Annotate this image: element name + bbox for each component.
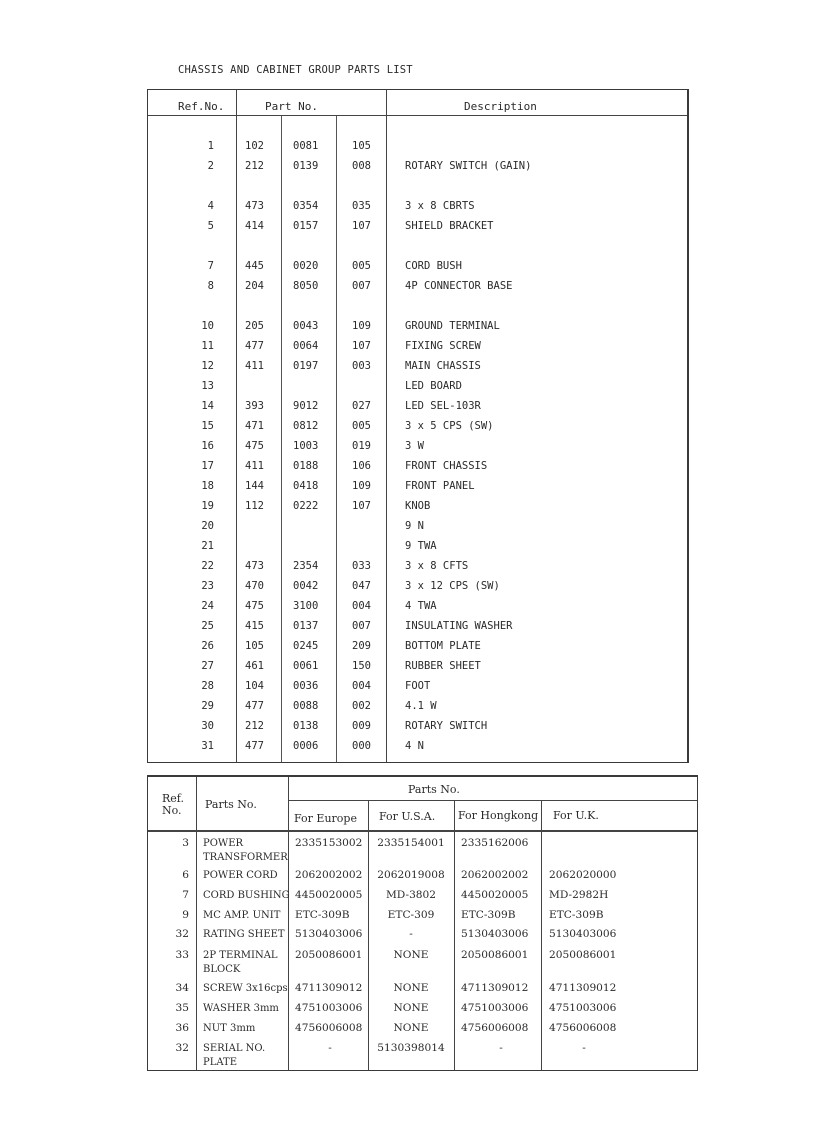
part-no-prefix-cell: 473	[245, 200, 264, 212]
part-no-suffix-cell: 019	[352, 440, 371, 452]
table-row	[148, 160, 687, 178]
table-row	[148, 600, 687, 618]
ref-no-cell: 20	[201, 520, 214, 532]
table-row	[148, 700, 687, 718]
header-divider	[288, 800, 697, 801]
for-hongkong-cell: 5130403006	[461, 928, 529, 940]
for-europe-cell: 4450020005	[295, 889, 363, 901]
part-no-middle-cell: 0138	[293, 720, 319, 732]
part-no-middle-cell: 1003	[293, 440, 319, 452]
for-europe-cell: 5130403006	[295, 928, 363, 940]
header-for-uk: For U.K.	[553, 809, 599, 822]
for-europe-cell: 4751003006	[295, 1002, 363, 1014]
table-row	[148, 680, 687, 698]
description-cell: ROTARY SWITCH	[405, 720, 488, 732]
description-cell: LED BOARD	[405, 380, 462, 392]
part-no-middle-cell: 0042	[293, 580, 319, 592]
part-name-cell: CORD BUSHING	[203, 890, 290, 901]
description-cell: INSULATING WASHER	[405, 620, 513, 632]
ref-no-cell: 29	[201, 700, 214, 712]
for-uk-cell: 4751003006	[549, 1002, 617, 1014]
ref-no-cell: 7	[207, 260, 214, 272]
table-row	[148, 500, 687, 518]
for-europe-cell: 2335153002	[295, 837, 363, 849]
table-row	[148, 420, 687, 438]
part-no-middle-cell: 0222	[293, 500, 319, 512]
for-uk-cell: 2050086001	[549, 949, 617, 961]
part-no-middle-cell: 3100	[293, 600, 319, 612]
part-no-middle-cell: 0188	[293, 460, 319, 472]
parts-list-table	[147, 89, 689, 763]
description-cell: FIXING SCREW	[405, 340, 481, 352]
ref-no-cell: 28	[201, 680, 214, 692]
description-cell: KNOB	[405, 500, 431, 512]
header-description: Description	[464, 100, 537, 113]
part-no-middle-cell: 0081	[293, 140, 319, 152]
ref-no-cell: 6	[182, 869, 189, 881]
for-usa-cell: NONE	[393, 1022, 429, 1034]
header-part-no: Part No.	[265, 100, 318, 113]
table-row	[148, 520, 687, 538]
ref-no-cell: 10	[201, 320, 214, 332]
regional-parts-table	[147, 775, 698, 1071]
table-row	[148, 560, 687, 578]
header-ref: Ref.No.	[178, 100, 225, 113]
part-no-suffix-cell: 109	[352, 320, 371, 332]
for-usa-cell: NONE	[393, 949, 429, 961]
part-no-prefix-cell: 204	[245, 280, 264, 292]
part-name-cell: WASHER 3mm	[203, 1003, 279, 1014]
for-hongkong-cell: 4450020005	[461, 889, 529, 901]
description-cell: 3 x 5 CPS (SW)	[405, 420, 494, 432]
table-row	[148, 620, 687, 638]
header-divider	[148, 115, 687, 116]
part-no-suffix-cell: 005	[352, 260, 371, 272]
part-no-middle-cell: 0137	[293, 620, 319, 632]
ref-no-cell: 1	[207, 140, 214, 152]
part-no-middle-cell: 2354	[293, 560, 319, 572]
description-cell: 4 TWA	[405, 600, 437, 612]
ref-no-cell: 5	[207, 220, 214, 232]
ref-no-cell: 15	[201, 420, 214, 432]
part-no-middle-cell: 0061	[293, 660, 319, 672]
description-cell: RUBBER SHEET	[405, 660, 481, 672]
part-no-suffix-cell: 209	[352, 640, 371, 652]
part-no-prefix-cell: 205	[245, 320, 264, 332]
part-no-prefix-cell: 477	[245, 340, 264, 352]
header-for-usa: For U.S.A.	[379, 810, 436, 823]
table-row	[148, 540, 687, 558]
part-no-middle-cell: 0418	[293, 480, 319, 492]
part-no-prefix-cell: 475	[245, 440, 264, 452]
ref-no-cell: 13	[201, 380, 214, 392]
ref-no-cell: 30	[201, 720, 214, 732]
ref-no-cell: 33	[175, 949, 189, 961]
table-row	[148, 640, 687, 658]
part-no-suffix-cell: 003	[352, 360, 371, 372]
ref-no-cell: 24	[201, 600, 214, 612]
ref-no-cell: 23	[201, 580, 214, 592]
description-cell: FRONT PANEL	[405, 480, 475, 492]
ref-no-cell: 32	[175, 1042, 189, 1054]
part-no-middle-cell: 0139	[293, 160, 319, 172]
for-usa-cell: ETC-309	[387, 909, 435, 921]
part-no-middle-cell: 0354	[293, 200, 319, 212]
part-no-suffix-cell: 007	[352, 620, 371, 632]
part-no-prefix-cell: 102	[245, 140, 264, 152]
part-name-cell: POWER TRANSFORMER	[203, 838, 288, 863]
column-divider	[288, 777, 289, 1070]
table-row	[148, 440, 687, 458]
part-no-middle-cell: 0043	[293, 320, 319, 332]
for-europe-cell: 4711309012	[295, 982, 363, 994]
header-for-hongkong: For Hongkong	[458, 809, 539, 822]
part-no-prefix-cell: 212	[245, 720, 264, 732]
table-row	[148, 360, 687, 378]
description-cell: 9 TWA	[405, 540, 437, 552]
part-no-prefix-cell: 105	[245, 640, 264, 652]
column-divider	[541, 800, 542, 1070]
page-title: CHASSIS AND CABINET GROUP PARTS LIST	[178, 64, 413, 76]
part-no-prefix-cell: 393	[245, 400, 264, 412]
part-no-suffix-cell: 005	[352, 420, 371, 432]
table-row	[148, 280, 687, 298]
table-row	[148, 720, 687, 738]
ref-no-cell: 35	[175, 1002, 189, 1014]
part-no-suffix-cell: 007	[352, 280, 371, 292]
for-usa-cell: 5130398014	[377, 1042, 445, 1054]
part-name-cell: RATING SHEET	[203, 929, 285, 940]
description-cell: 3 x 12 CPS (SW)	[405, 580, 500, 592]
table-row	[148, 260, 687, 278]
part-no-prefix-cell: 475	[245, 600, 264, 612]
description-cell: CORD BUSH	[405, 260, 462, 272]
column-divider	[454, 800, 455, 1070]
part-no-suffix-cell: 107	[352, 500, 371, 512]
table-row	[148, 400, 687, 418]
for-hongkong-cell: 2050086001	[461, 949, 529, 961]
part-no-suffix-cell: 004	[352, 680, 371, 692]
description-cell: ROTARY SWITCH (GAIN)	[405, 160, 532, 172]
ref-no-cell: 22	[201, 560, 214, 572]
part-name-cell: SERIAL NO. PLATE	[203, 1043, 266, 1068]
for-uk-cell: 5130403006	[549, 928, 617, 940]
for-europe-cell: 2062002002	[295, 869, 363, 881]
part-no-suffix-cell: 000	[352, 740, 371, 752]
for-uk-cell: 4756006008	[549, 1022, 617, 1034]
part-no-suffix-cell: 107	[352, 340, 371, 352]
for-usa-cell: MD-3802	[385, 889, 437, 901]
part-no-suffix-cell: 033	[352, 560, 371, 572]
part-no-middle-cell: 0197	[293, 360, 319, 372]
part-name-cell: NUT 3mm	[203, 1023, 256, 1034]
table-row	[148, 480, 687, 498]
part-name-cell: SCREW 3x16cps	[203, 983, 288, 994]
for-usa-cell: NONE	[393, 982, 429, 994]
part-no-prefix-cell: 144	[245, 480, 264, 492]
description-cell: 4.1 W	[405, 700, 437, 712]
for-uk-cell: ETC-309B	[549, 909, 604, 921]
part-no-middle-cell: 9012	[293, 400, 319, 412]
table-row	[148, 740, 687, 758]
part-no-prefix-cell: 411	[245, 460, 264, 472]
for-europe-cell: 2050086001	[295, 949, 363, 961]
part-no-prefix-cell: 411	[245, 360, 264, 372]
description-cell: 3 x 8 CBRTS	[405, 200, 475, 212]
header-divider	[148, 830, 697, 832]
part-name-cell: MC AMP. UNIT	[203, 910, 281, 921]
ref-no-cell: 27	[201, 660, 214, 672]
part-no-middle-cell: 0157	[293, 220, 319, 232]
for-europe-cell: ETC-309B	[295, 909, 350, 921]
ref-no-cell: 19	[201, 500, 214, 512]
header-parts-no: Parts No.	[205, 798, 257, 811]
description-cell: 3 x 8 CFTS	[405, 560, 469, 572]
part-no-middle-cell: 0064	[293, 340, 319, 352]
description-cell: LED SEL-103R	[405, 400, 481, 412]
column-divider	[196, 777, 197, 1070]
part-no-prefix-cell: 461	[245, 660, 264, 672]
for-hongkong-cell: 2062002002	[461, 869, 529, 881]
part-no-suffix-cell: 004	[352, 600, 371, 612]
part-no-suffix-cell: 047	[352, 580, 371, 592]
part-no-suffix-cell: 002	[352, 700, 371, 712]
part-no-prefix-cell: 445	[245, 260, 264, 272]
for-uk-cell: -	[582, 1042, 586, 1054]
ref-no-cell: 34	[175, 982, 189, 994]
part-no-prefix-cell: 471	[245, 420, 264, 432]
part-no-prefix-cell: 414	[245, 220, 264, 232]
part-no-prefix-cell: 112	[245, 500, 264, 512]
for-hongkong-cell: 4756006008	[461, 1022, 529, 1034]
header-for-europe: For Europe	[294, 812, 357, 825]
ref-no-cell: 21	[201, 540, 214, 552]
part-no-prefix-cell: 415	[245, 620, 264, 632]
description-cell: 9 N	[405, 520, 424, 532]
ref-no-cell: 16	[201, 440, 214, 452]
part-name-cell: 2P TERMINAL BLOCK	[203, 950, 278, 975]
table-row	[148, 460, 687, 478]
part-no-suffix-cell: 150	[352, 660, 371, 672]
part-no-middle-cell: 8050	[293, 280, 319, 292]
ref-no-cell: 31	[201, 740, 214, 752]
table-row	[148, 320, 687, 338]
table-row	[148, 380, 687, 398]
for-hongkong-cell: 4751003006	[461, 1002, 529, 1014]
ref-no-cell: 3	[182, 837, 189, 849]
ref-no-cell: 9	[182, 909, 189, 921]
description-cell: FRONT CHASSIS	[405, 460, 488, 472]
ref-no-cell: 14	[201, 400, 214, 412]
description-cell: FOOT	[405, 680, 431, 692]
description-cell: SHIELD BRACKET	[405, 220, 494, 232]
part-no-middle-cell: 0020	[293, 260, 319, 272]
ref-no-cell: 4	[207, 200, 214, 212]
description-cell: 4 N	[405, 740, 424, 752]
for-hongkong-cell: 2335162006	[461, 837, 529, 849]
part-no-suffix-cell: 035	[352, 200, 371, 212]
for-usa-cell: 2062019008	[377, 869, 445, 881]
for-europe-cell: 4756006008	[295, 1022, 363, 1034]
header-parts-group: Parts No.	[408, 783, 460, 796]
part-no-suffix-cell: 008	[352, 160, 371, 172]
part-no-prefix-cell: 477	[245, 740, 264, 752]
description-cell: GROUND TERMINAL	[405, 320, 500, 332]
for-uk-cell: MD-2982H	[549, 889, 609, 901]
table-row	[148, 660, 687, 678]
part-no-prefix-cell: 470	[245, 580, 264, 592]
for-europe-cell: -	[328, 1042, 332, 1054]
part-no-prefix-cell: 473	[245, 560, 264, 572]
part-no-middle-cell: 0036	[293, 680, 319, 692]
for-usa-cell: NONE	[393, 1002, 429, 1014]
description-cell: BOTTOM PLATE	[405, 640, 481, 652]
ref-no-cell: 25	[201, 620, 214, 632]
table-row	[148, 140, 687, 158]
part-no-prefix-cell: 212	[245, 160, 264, 172]
for-hongkong-cell: -	[499, 1042, 503, 1054]
ref-no-cell: 8	[207, 280, 214, 292]
description-cell: MAIN CHASSIS	[405, 360, 481, 372]
part-no-suffix-cell: 009	[352, 720, 371, 732]
for-usa-cell: -	[409, 928, 413, 940]
for-hongkong-cell: 4711309012	[461, 982, 529, 994]
part-name-cell: POWER CORD	[203, 870, 278, 881]
for-uk-cell: 2062020000	[549, 869, 617, 881]
ref-no-cell: 17	[201, 460, 214, 472]
for-hongkong-cell: ETC-309B	[461, 909, 516, 921]
table-row	[148, 200, 687, 218]
ref-no-cell: 36	[175, 1022, 189, 1034]
part-no-middle-cell: 0812	[293, 420, 319, 432]
ref-no-cell: 2	[207, 160, 214, 172]
table-row	[148, 340, 687, 358]
part-no-middle-cell: 0088	[293, 700, 319, 712]
part-no-suffix-cell: 109	[352, 480, 371, 492]
table-row	[148, 220, 687, 238]
ref-no-cell: 12	[201, 360, 214, 372]
ref-no-cell: 26	[201, 640, 214, 652]
part-no-middle-cell: 0245	[293, 640, 319, 652]
part-no-suffix-cell: 107	[352, 220, 371, 232]
for-uk-cell: 4711309012	[549, 982, 617, 994]
column-divider	[368, 800, 369, 1070]
for-usa-cell: 2335154001	[377, 837, 445, 849]
table-row	[148, 580, 687, 598]
part-no-prefix-cell: 477	[245, 700, 264, 712]
ref-no-cell: 18	[201, 480, 214, 492]
part-no-suffix-cell: 027	[352, 400, 371, 412]
ref-no-cell: 11	[201, 340, 214, 352]
header-ref: Ref. No.	[162, 792, 184, 817]
part-no-suffix-cell: 105	[352, 140, 371, 152]
ref-no-cell: 32	[175, 928, 189, 940]
part-no-prefix-cell: 104	[245, 680, 264, 692]
part-no-suffix-cell: 106	[352, 460, 371, 472]
part-no-middle-cell: 0006	[293, 740, 319, 752]
description-cell: 3 W	[405, 440, 424, 452]
description-cell: 4P CONNECTOR BASE	[405, 280, 513, 292]
ref-no-cell: 7	[182, 889, 189, 901]
